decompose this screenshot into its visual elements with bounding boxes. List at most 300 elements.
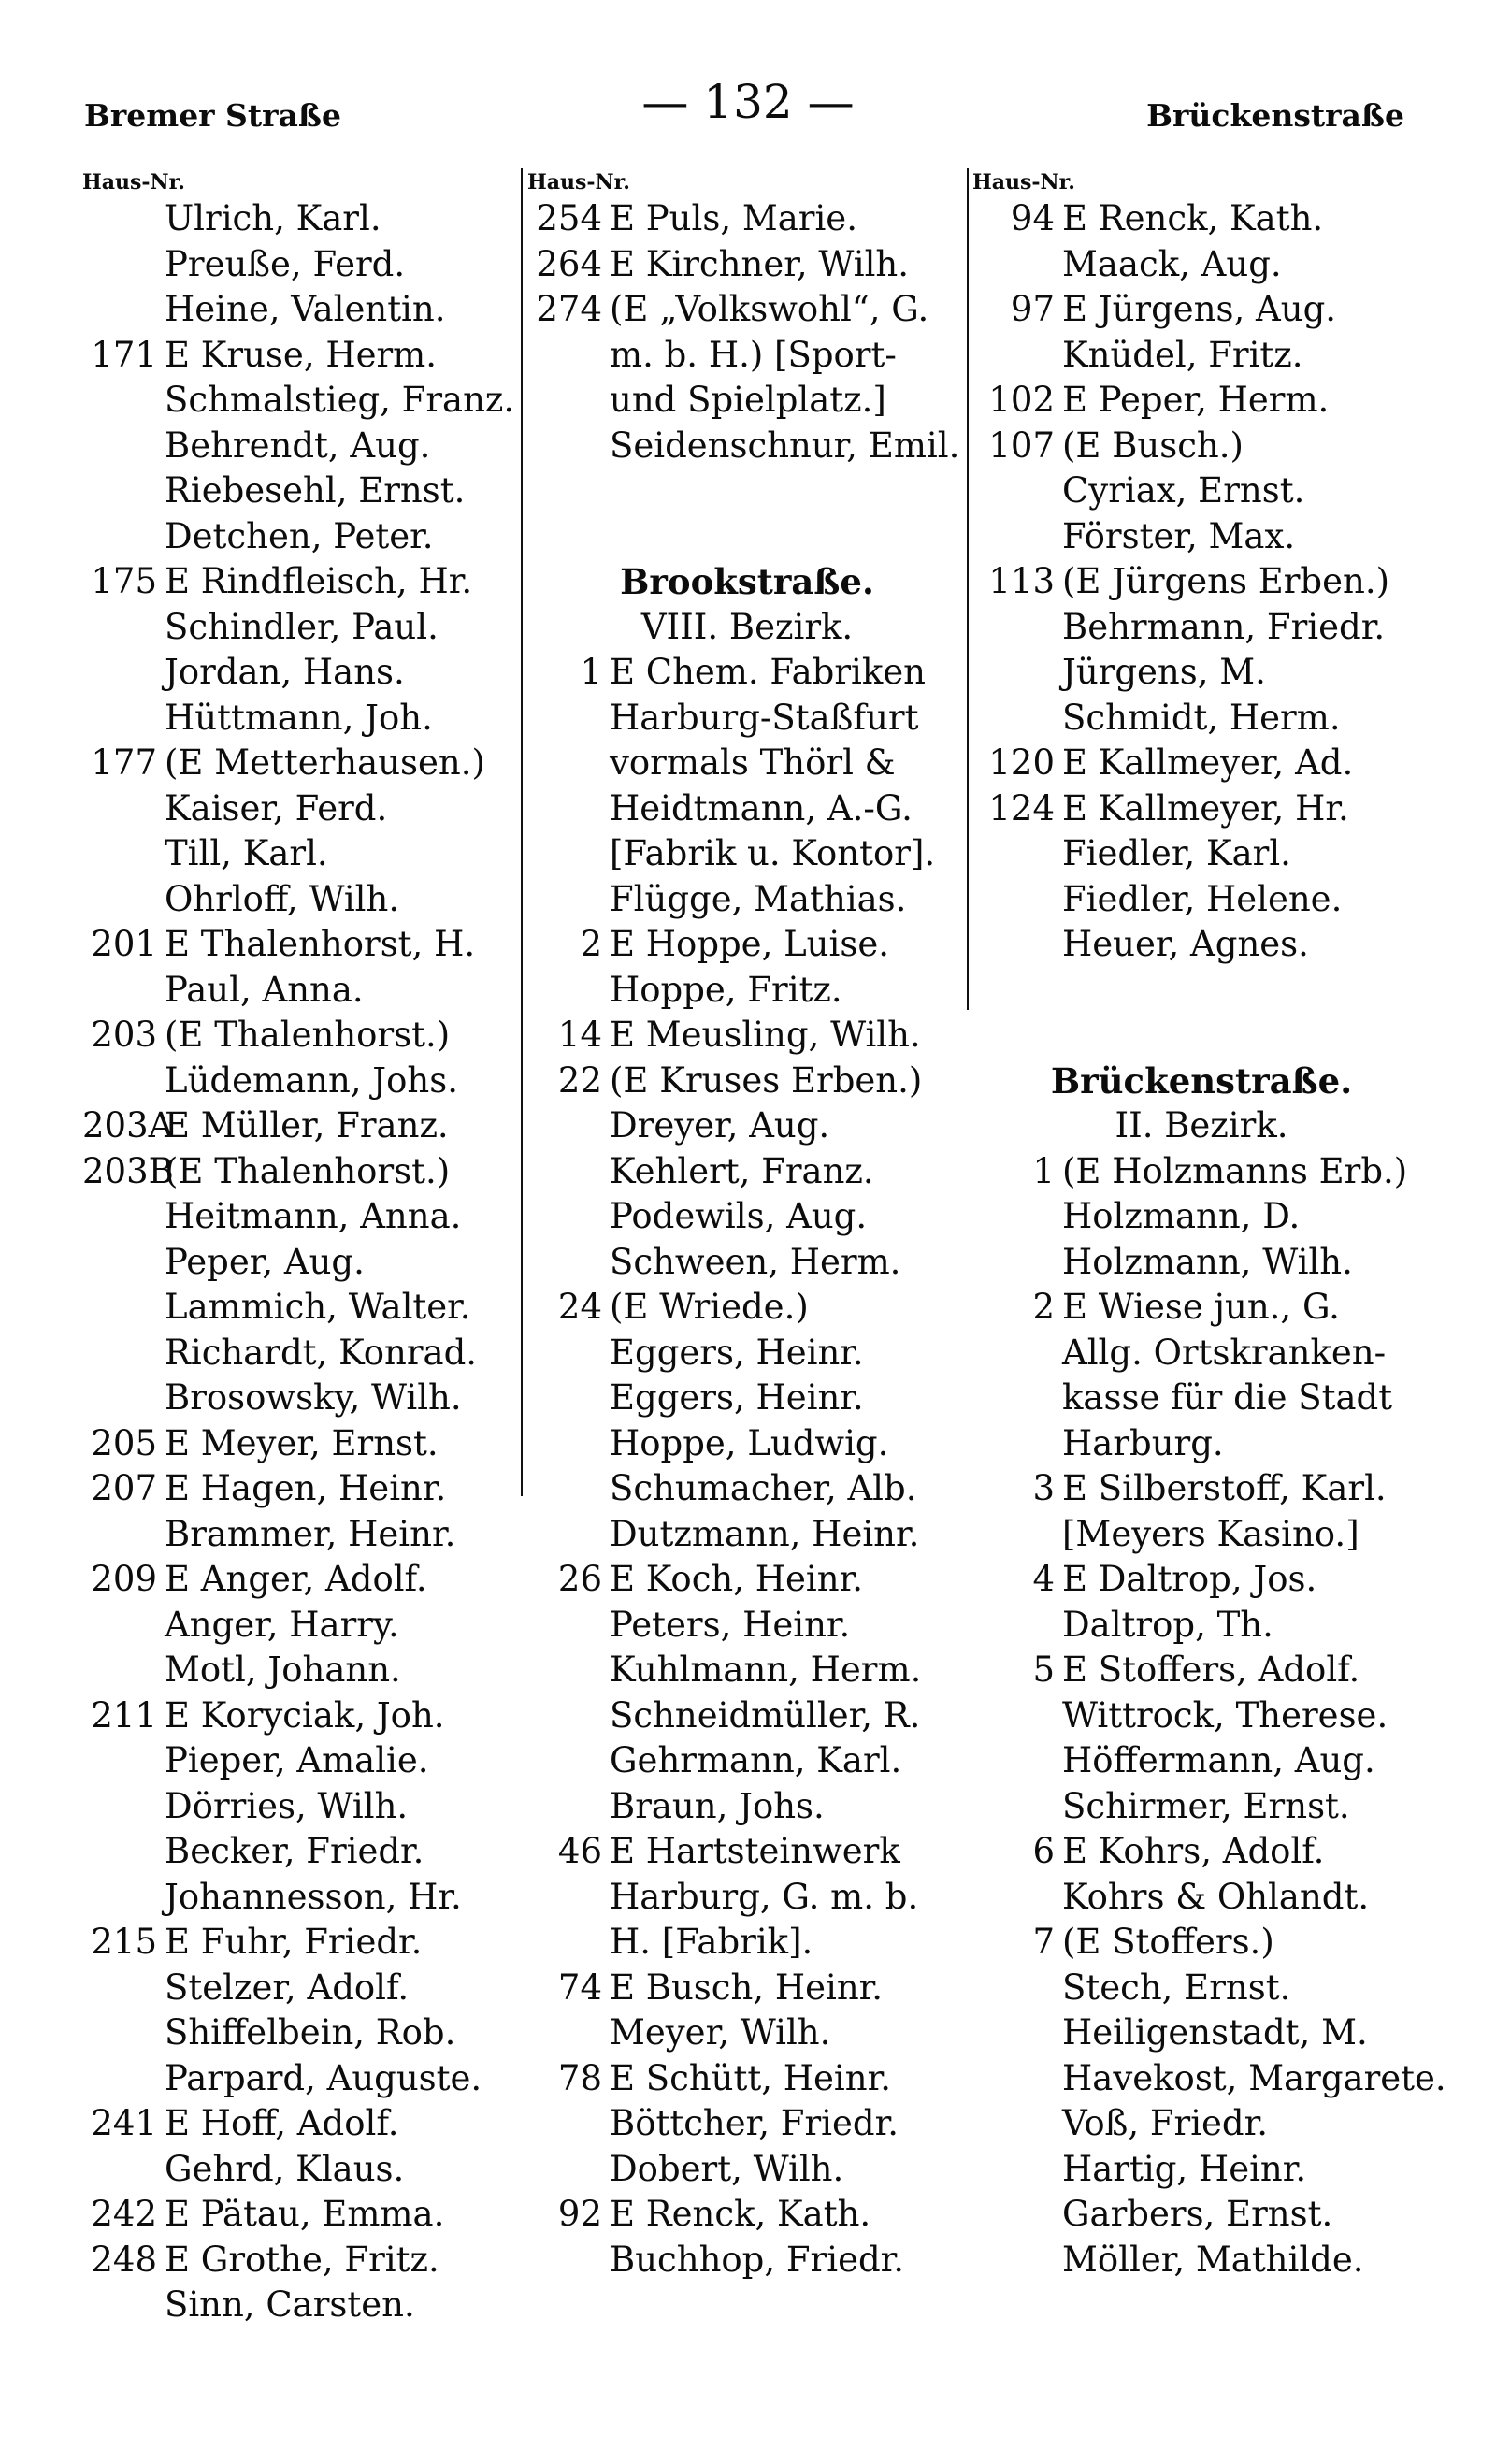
directory-entry bbox=[82, 650, 522, 696]
entry-text: Holzmann, Wilh. bbox=[1062, 1241, 1353, 1282]
directory-entry bbox=[972, 1466, 1431, 1512]
entry-text: Motl, Johann. bbox=[165, 1650, 401, 1690]
entry-text: E Kirchner, Wilh. bbox=[610, 243, 909, 284]
entry-text: und Spielplatz.] bbox=[610, 380, 886, 420]
entry-text: Stech, Ernst. bbox=[1062, 1967, 1291, 2008]
directory-entry bbox=[82, 1557, 522, 1603]
house-number: 177 bbox=[91, 742, 157, 783]
directory-entry bbox=[82, 424, 522, 469]
entry-text: Dörries, Wilh. bbox=[165, 1785, 409, 1826]
entry-text: Heitmann, Anna. bbox=[165, 1196, 462, 1236]
directory-entry bbox=[82, 1194, 522, 1240]
entry-text: Becker, Friedr. bbox=[165, 1831, 424, 1871]
directory-entry bbox=[82, 1103, 522, 1149]
directory-entry bbox=[972, 1240, 1431, 1286]
house-number: 124 bbox=[988, 787, 1055, 829]
spacer bbox=[527, 468, 967, 514]
directory-entry bbox=[527, 333, 967, 379]
entry-text: Richardt, Konrad. bbox=[165, 1332, 478, 1373]
entry-text: E Hoppe, Luise. bbox=[610, 924, 889, 964]
entry-text: Förster, Max. bbox=[1062, 515, 1296, 556]
entry-text: E Hoff, Adolf. bbox=[165, 2103, 399, 2143]
house-number: 215 bbox=[91, 1922, 157, 1962]
entry-text: Braun, Johs. bbox=[610, 1785, 825, 1826]
house-number-heading: Haus-Nr. bbox=[972, 170, 1075, 195]
directory-entry bbox=[972, 1693, 1431, 1739]
directory-entry bbox=[972, 2238, 1431, 2284]
entry-text: Knüdel, Fritz. bbox=[1062, 334, 1303, 375]
entry-text: Schween, Herm. bbox=[610, 1241, 901, 1282]
entry-text: Heuer, Agnes. bbox=[1062, 924, 1309, 964]
entry-text: Sinn, Carsten. bbox=[165, 2284, 415, 2325]
directory-entry bbox=[972, 786, 1431, 832]
entry-text: Höffermann, Aug. bbox=[1062, 1740, 1375, 1780]
entry-text: Lüdemann, Johs. bbox=[165, 1059, 458, 1101]
entry-text: kasse für die Stadt bbox=[1062, 1377, 1393, 1418]
entry-text: Hüttmann, Joh. bbox=[165, 697, 433, 738]
entry-text: E Anger, Adolf. bbox=[165, 1559, 427, 1599]
entries-list bbox=[972, 196, 1431, 968]
directory-entry bbox=[527, 1966, 967, 2011]
directory-entry bbox=[82, 1059, 522, 1104]
directory-entry bbox=[527, 650, 967, 696]
directory-entry bbox=[82, 968, 522, 1014]
entry-text: E Kruse, Herm. bbox=[165, 334, 438, 375]
directory-entry bbox=[972, 1557, 1431, 1603]
directory-entry bbox=[527, 2010, 967, 2056]
entry-text: Hartig, Heinr. bbox=[1062, 2148, 1307, 2189]
entry-text: Detchen, Peter. bbox=[165, 515, 434, 556]
entry-text: E Stoffers, Adolf. bbox=[1062, 1650, 1360, 1690]
directory-entry bbox=[527, 196, 967, 242]
house-number: 14 bbox=[557, 1015, 602, 1055]
directory-entry bbox=[82, 2192, 522, 2238]
entry-text: (E Metterhausen.) bbox=[165, 742, 485, 783]
entry-text: Schirmer, Ernst. bbox=[1062, 1785, 1350, 1826]
entry-text: Buchhop, Friedr. bbox=[610, 2239, 905, 2280]
directory-entry bbox=[82, 1466, 522, 1512]
entry-text: E Schütt, Heinr. bbox=[610, 2057, 891, 2098]
entry-text: Garbers, Ernst. bbox=[1062, 2194, 1333, 2234]
directory-entry bbox=[82, 1648, 522, 1693]
entry-text: E Renck, Kath. bbox=[1062, 198, 1324, 238]
directory-entry bbox=[527, 1013, 967, 1059]
directory-entry bbox=[82, 741, 522, 786]
entry-text: Maack, Aug. bbox=[1062, 243, 1282, 284]
directory-entry bbox=[527, 242, 967, 288]
directory-entry bbox=[972, 1648, 1431, 1693]
directory-entry bbox=[972, 2147, 1431, 2193]
directory-entry bbox=[82, 1603, 522, 1649]
district-heading: VIII. Bezirk. bbox=[640, 606, 854, 647]
directory-entry bbox=[972, 1421, 1431, 1467]
house-number: 7 bbox=[1032, 1922, 1055, 1962]
entry-text: E Kallmeyer, Hr. bbox=[1062, 787, 1349, 829]
house-number: 175 bbox=[91, 561, 157, 601]
directory-entry bbox=[82, 287, 522, 333]
entry-text: E Kohrs, Adolf. bbox=[1062, 1831, 1325, 1871]
entry-text: Schneidmüller, R. bbox=[610, 1694, 921, 1736]
directory-entry bbox=[972, 514, 1431, 560]
directory-entry bbox=[972, 1875, 1431, 1921]
running-head-right: Brückenstraße bbox=[1146, 97, 1404, 134]
entry-text: E Chem. Fabriken bbox=[610, 652, 926, 692]
directory-entry bbox=[972, 468, 1431, 514]
entry-text: (E Busch.) bbox=[1062, 425, 1244, 466]
directory-entry bbox=[82, 1240, 522, 1286]
directory-entry bbox=[527, 424, 967, 469]
entry-text: Podewils, Aug. bbox=[610, 1196, 868, 1236]
directory-entry bbox=[82, 2101, 522, 2147]
house-number: 24 bbox=[557, 1287, 602, 1327]
entry-text: Heidtmann, A.-G. bbox=[610, 787, 913, 829]
house-number: 102 bbox=[988, 380, 1055, 420]
directory-entry bbox=[527, 831, 967, 877]
directory-entry bbox=[527, 1784, 967, 1830]
entry-text: E Meusling, Wilh. bbox=[610, 1015, 921, 1055]
entries-list bbox=[527, 196, 967, 468]
directory-entry bbox=[972, 559, 1431, 605]
entry-text: Jürgens, M. bbox=[1062, 652, 1266, 692]
entry-text: Heiligenstadt, M. bbox=[1062, 2012, 1368, 2053]
entry-text: E Daltrop, Jos. bbox=[1062, 1559, 1317, 1599]
house-number: 242 bbox=[91, 2194, 157, 2234]
house-number: 94 bbox=[1010, 198, 1055, 238]
house-number: 92 bbox=[557, 2194, 602, 2234]
directory-entry bbox=[82, 1693, 522, 1739]
entry-text: Heine, Valentin. bbox=[165, 289, 446, 329]
directory-entry bbox=[82, 1920, 522, 1966]
directory-entry bbox=[527, 2101, 967, 2147]
directory-entry bbox=[82, 2010, 522, 2056]
entry-text: E Koch, Heinr. bbox=[610, 1559, 863, 1599]
directory-entry bbox=[82, 1966, 522, 2011]
directory-entry bbox=[972, 287, 1431, 333]
house-number: 248 bbox=[91, 2239, 157, 2280]
directory-entry bbox=[972, 650, 1431, 696]
directory-entry bbox=[527, 287, 967, 333]
house-number: 1 bbox=[1032, 1150, 1055, 1191]
directory-entry bbox=[82, 196, 522, 242]
entry-text: Johannesson, Hr. bbox=[165, 1876, 462, 1917]
directory-entry bbox=[972, 424, 1431, 469]
entry-text: E Grothe, Fritz. bbox=[165, 2239, 439, 2280]
entry-text: Anger, Harry. bbox=[165, 1604, 399, 1645]
entry-text: Brammer, Heinr. bbox=[165, 1513, 456, 1554]
directory-entry bbox=[82, 333, 522, 379]
directory-entry bbox=[972, 877, 1431, 923]
entry-text: Peper, Aug. bbox=[165, 1241, 365, 1282]
entry-text: Allg. Ortskranken- bbox=[1062, 1332, 1387, 1373]
entry-text: Hoppe, Ludwig. bbox=[610, 1422, 889, 1463]
house-number: 1 bbox=[580, 652, 602, 692]
directory-entry bbox=[82, 1285, 522, 1331]
house-number: 203B bbox=[82, 1150, 174, 1191]
page-header bbox=[0, 73, 1496, 138]
entry-text: Wittrock, Therese. bbox=[1062, 1694, 1388, 1736]
directory-entry bbox=[527, 378, 967, 424]
directory-entry bbox=[527, 1466, 967, 1512]
entry-text: Brosowsky, Wilh. bbox=[165, 1377, 462, 1418]
entry-text: Eggers, Heinr. bbox=[610, 1377, 864, 1418]
house-number: 26 bbox=[557, 1559, 602, 1599]
house-number: 241 bbox=[91, 2103, 157, 2143]
entry-text: E Busch, Heinr. bbox=[610, 1967, 884, 2008]
house-number: 203A bbox=[82, 1105, 174, 1146]
directory-entry bbox=[82, 2283, 522, 2328]
street-heading: Brückenstraße. bbox=[1050, 1059, 1353, 1102]
house-number: 264 bbox=[536, 243, 602, 284]
directory-entry bbox=[527, 968, 967, 1014]
column-1 bbox=[82, 168, 522, 2403]
entry-text: E Koryciak, Joh. bbox=[165, 1694, 445, 1736]
directory-entry bbox=[527, 1738, 967, 1784]
entry-text: Schmidt, Herm. bbox=[1062, 697, 1341, 738]
house-number: 2 bbox=[580, 924, 602, 964]
entry-text: E Puls, Marie. bbox=[610, 198, 857, 238]
entry-text: Peters, Heinr. bbox=[610, 1604, 851, 1645]
entry-text: E Jürgens, Aug. bbox=[1062, 289, 1337, 329]
house-number: 5 bbox=[1032, 1650, 1055, 1690]
spacer bbox=[972, 1013, 1431, 1059]
house-number: 201 bbox=[91, 924, 157, 964]
district-heading: II. Bezirk. bbox=[1115, 1105, 1288, 1146]
entries-list bbox=[972, 1149, 1446, 2284]
directory-entry bbox=[82, 2238, 522, 2284]
house-number: 113 bbox=[988, 561, 1055, 601]
directory-entry bbox=[972, 196, 1431, 242]
entry-text: Dreyer, Aug. bbox=[610, 1105, 830, 1146]
directory-entry bbox=[527, 1512, 967, 1558]
entries-list bbox=[527, 650, 967, 2283]
entry-text: Fiedler, Helene. bbox=[1062, 878, 1343, 919]
entries-list bbox=[82, 196, 522, 2328]
directory-entry bbox=[527, 1376, 967, 1421]
directory-entry bbox=[972, 741, 1431, 786]
directory-entry bbox=[972, 1331, 1431, 1376]
directory-entry bbox=[82, 1875, 522, 1921]
house-number: 120 bbox=[988, 742, 1055, 783]
directory-entry bbox=[82, 877, 522, 923]
directory-entry bbox=[527, 1557, 967, 1603]
house-number: 4 bbox=[1032, 1559, 1055, 1599]
directory-entry bbox=[972, 922, 1431, 968]
house-number: 211 bbox=[91, 1694, 157, 1736]
directory-entry bbox=[82, 1376, 522, 1421]
directory-entry bbox=[527, 1829, 967, 1875]
house-number: 274 bbox=[536, 289, 602, 329]
entry-text: Böttcher, Friedr. bbox=[610, 2103, 899, 2143]
directory-entry bbox=[82, 2056, 522, 2102]
house-number: 22 bbox=[557, 1059, 602, 1101]
directory-entry bbox=[527, 1103, 967, 1149]
entry-text: [Meyers Kasino.] bbox=[1062, 1513, 1359, 1554]
entry-text: E Peper, Herm. bbox=[1062, 380, 1330, 420]
entry-text: Voß, Friedr. bbox=[1062, 2103, 1268, 2143]
directory-entry bbox=[82, 1738, 522, 1784]
directory-entry bbox=[527, 877, 967, 923]
entry-text: Havekost, Margarete. bbox=[1062, 2057, 1446, 2098]
entry-text: Harburg, G. m. b. bbox=[610, 1876, 919, 1917]
entry-text: E Fuhr, Friedr. bbox=[165, 1922, 423, 1962]
house-number: 78 bbox=[557, 2057, 602, 2098]
spacer bbox=[527, 514, 967, 560]
directory-entry bbox=[82, 514, 522, 560]
directory-entry bbox=[972, 1376, 1431, 1421]
directory-entry bbox=[82, 831, 522, 877]
entry-text: Preuße, Ferd. bbox=[165, 243, 406, 284]
entry-text: Behrendt, Aug. bbox=[165, 425, 431, 466]
house-number: 209 bbox=[91, 1559, 157, 1599]
entry-text: Shiffelbein, Rob. bbox=[165, 2012, 456, 2053]
entry-text: Flügge, Mathias. bbox=[610, 878, 907, 919]
street-heading: Brookstraße. bbox=[620, 561, 874, 602]
entry-text: Stelzer, Adolf. bbox=[165, 1967, 410, 2008]
directory-entry bbox=[82, 922, 522, 968]
directory-entry bbox=[972, 1149, 1431, 1195]
entry-text: E Pätau, Emma. bbox=[165, 2194, 445, 2234]
directory-entry bbox=[82, 696, 522, 742]
entry-text: (E „Volkswohl“, G. bbox=[610, 289, 929, 329]
directory-entry bbox=[82, 559, 522, 605]
directory-entry bbox=[82, 1331, 522, 1376]
entry-text: H. [Fabrik]. bbox=[610, 1922, 813, 1962]
entry-text: Kohrs & Ohlandt. bbox=[1062, 1876, 1370, 1917]
entry-text: Daltrop, Th. bbox=[1062, 1604, 1273, 1645]
entry-text: Kuhlmann, Herm. bbox=[610, 1650, 922, 1690]
directory-entry bbox=[972, 333, 1431, 379]
house-number: 3 bbox=[1032, 1468, 1055, 1508]
house-number: 6 bbox=[1032, 1831, 1055, 1871]
directory-entry bbox=[527, 1875, 967, 1921]
directory-entry bbox=[527, 2056, 967, 2102]
directory-entry bbox=[527, 2147, 967, 2193]
directory-entry bbox=[972, 1966, 1431, 2011]
entry-text: Paul, Anna. bbox=[165, 969, 364, 1010]
house-number: 203 bbox=[91, 1015, 157, 1055]
entry-text: Behrmann, Friedr. bbox=[1062, 606, 1386, 647]
entry-text: Ohrloff, Wilh. bbox=[165, 878, 400, 919]
column-3 bbox=[972, 168, 1446, 2403]
entry-text: (E Holzmanns Erb.) bbox=[1062, 1150, 1408, 1191]
directory-entry bbox=[527, 1149, 967, 1195]
directory-entry bbox=[527, 741, 967, 786]
entry-text: E Hartsteinwerk bbox=[610, 1831, 900, 1871]
page-number: — 132 — bbox=[641, 75, 855, 129]
directory-entry bbox=[972, 1738, 1431, 1784]
house-number: 207 bbox=[91, 1468, 157, 1508]
directory-entry bbox=[527, 696, 967, 742]
entry-text: Schumacher, Alb. bbox=[610, 1468, 917, 1508]
entry-text: E Silberstoff, Karl. bbox=[1062, 1468, 1387, 1508]
entry-text: [Fabrik u. Kontor]. bbox=[610, 833, 936, 873]
directory-entry bbox=[972, 2010, 1431, 2056]
directory-entry bbox=[82, 1829, 522, 1875]
entry-text: Till, Karl. bbox=[165, 833, 328, 873]
directory-entry bbox=[527, 1920, 967, 1966]
directory-entry bbox=[82, 1512, 522, 1558]
directory-entry bbox=[82, 242, 522, 288]
directory-entry bbox=[527, 1059, 967, 1104]
entry-text: (E Wriede.) bbox=[610, 1287, 809, 1327]
entry-text: Parpard, Auguste. bbox=[165, 2057, 482, 2098]
house-number: 74 bbox=[557, 1967, 602, 2008]
house-number: 205 bbox=[91, 1422, 157, 1463]
directory-entry bbox=[972, 2056, 1446, 2102]
entry-text: E Wiese jun., G. bbox=[1062, 1287, 1340, 1327]
entry-text: Eggers, Heinr. bbox=[610, 1332, 864, 1373]
entry-text: Möller, Mathilde. bbox=[1062, 2239, 1364, 2280]
directory-entry bbox=[972, 1285, 1431, 1331]
directory-entry bbox=[972, 378, 1431, 424]
directory-entry bbox=[82, 1149, 522, 1195]
entry-text: Gehrd, Klaus. bbox=[165, 2148, 405, 2189]
entry-text: Fiedler, Karl. bbox=[1062, 833, 1291, 873]
directory-entry bbox=[82, 378, 522, 424]
directory-entry bbox=[527, 1194, 967, 1240]
house-number: 46 bbox=[557, 1831, 602, 1871]
directory-entry bbox=[527, 1648, 967, 1693]
entry-text: E Rindfleisch, Hr. bbox=[165, 561, 473, 601]
entry-text: Cyriax, Ernst. bbox=[1062, 470, 1305, 511]
directory-entry bbox=[972, 1920, 1431, 1966]
directory-entry bbox=[82, 468, 522, 514]
directory-entry bbox=[527, 2192, 967, 2238]
entry-text: E Renck, Kath. bbox=[610, 2194, 871, 2234]
column-2 bbox=[527, 168, 967, 2403]
entry-text: Dutzmann, Heinr. bbox=[610, 1513, 920, 1554]
house-number-heading: Haus-Nr. bbox=[527, 170, 630, 195]
entry-text: (E Thalenhorst.) bbox=[165, 1015, 451, 1055]
entry-text: E Thalenhorst, H. bbox=[165, 924, 476, 964]
entry-text: Kaiser, Ferd. bbox=[165, 787, 388, 829]
entry-text: Schindler, Paul. bbox=[165, 606, 439, 647]
directory-entry bbox=[972, 696, 1431, 742]
directory-entry bbox=[972, 1829, 1431, 1875]
directory-entry bbox=[82, 1784, 522, 1830]
entry-text: m. b. H.) [Sport- bbox=[610, 334, 897, 375]
entry-text: Kehlert, Franz. bbox=[610, 1150, 874, 1191]
house-number: 171 bbox=[91, 334, 157, 375]
directory-entry bbox=[527, 1693, 967, 1739]
spacer bbox=[972, 968, 1431, 1014]
entry-text: E Hagen, Heinr. bbox=[165, 1468, 447, 1508]
directory-entry bbox=[972, 1194, 1431, 1240]
directory-entry bbox=[82, 1421, 522, 1467]
entry-text: (E Jürgens Erben.) bbox=[1062, 561, 1390, 601]
house-number: 97 bbox=[1010, 289, 1055, 329]
entry-text: E Meyer, Ernst. bbox=[165, 1422, 439, 1463]
directory-entry bbox=[972, 2101, 1431, 2147]
entry-text: Riebesehl, Ernst. bbox=[165, 470, 466, 511]
directory-entry bbox=[527, 2238, 967, 2284]
directory-entry bbox=[527, 922, 967, 968]
entry-text: (E Thalenhorst.) bbox=[165, 1150, 451, 1191]
entry-text: Lammich, Walter. bbox=[165, 1287, 471, 1327]
entry-text: Pieper, Amalie. bbox=[165, 1740, 429, 1780]
directory-entry bbox=[527, 1603, 967, 1649]
directory-entry bbox=[527, 1421, 967, 1467]
entry-text: Jordan, Hans. bbox=[165, 652, 405, 692]
directory-entry bbox=[527, 786, 967, 832]
entry-text: E Müller, Franz. bbox=[165, 1105, 449, 1146]
directory-entry bbox=[527, 1331, 967, 1376]
directory-entry bbox=[82, 1013, 522, 1059]
column-divider bbox=[967, 168, 969, 1010]
directory-entry bbox=[82, 605, 522, 651]
directory-entry bbox=[972, 605, 1431, 651]
directory-entry bbox=[527, 1240, 967, 1286]
